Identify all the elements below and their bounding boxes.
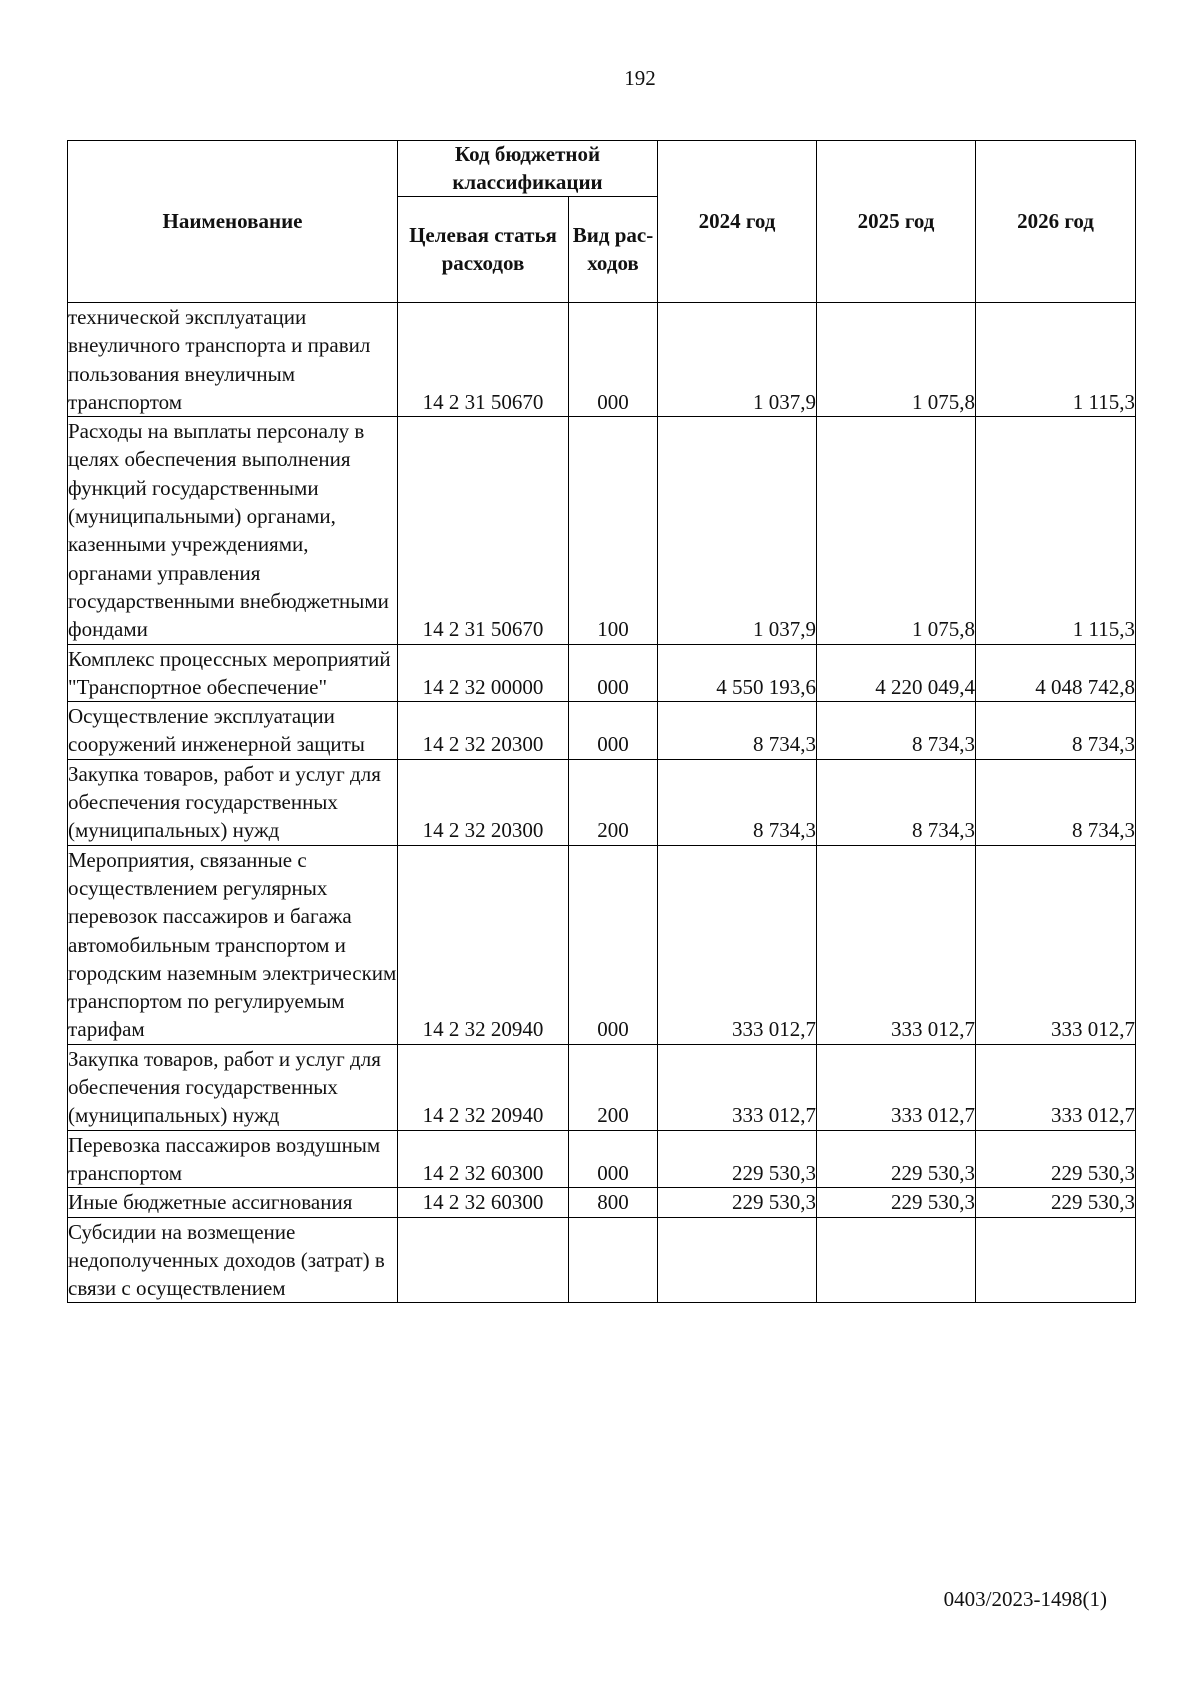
row-value-2025: 1 075,8 [817, 417, 976, 644]
table-row [68, 303, 1136, 417]
header-name: Наименование [68, 141, 398, 303]
header-target-article: Целевая статья расходов [398, 197, 569, 303]
budget-table [67, 140, 1136, 1303]
header-expense-kind: Вид рас-ходов [569, 197, 658, 303]
row-target-code: 14 2 31 50670 [398, 303, 569, 417]
row-value-2026: 1 115,3 [976, 417, 1136, 644]
document-id: 0403/2023-1498(1) [943, 1587, 1107, 1611]
row-name: Иные бюджетные ассигнования [68, 1188, 398, 1217]
row-value-2024: 1 037,9 [658, 303, 817, 417]
row-name: Закупка товаров, работ и услуг для обеспечения государственных (муниципальных) нужд [68, 1044, 398, 1130]
row-value-2024: 229 530,3 [658, 1130, 817, 1188]
row-value-2025: 229 530,3 [817, 1130, 976, 1188]
row-value-2026: 333 012,7 [976, 845, 1136, 1044]
table-row [68, 417, 1136, 644]
table-header [68, 141, 1136, 303]
table-body [68, 303, 1136, 1303]
row-value-2024: 333 012,7 [658, 1044, 817, 1130]
row-expense-kind: 000 [569, 1130, 658, 1188]
row-expense-kind: 800 [569, 1188, 658, 1217]
row-value-2026 [976, 1217, 1136, 1303]
header-year-2024: 2024 год [658, 141, 817, 303]
row-target-code: 14 2 32 60300 [398, 1188, 569, 1217]
row-value-2024: 8 734,3 [658, 759, 817, 845]
table-row [68, 702, 1136, 760]
table-row [68, 1188, 1136, 1217]
row-target-code: 14 2 31 50670 [398, 417, 569, 644]
row-name: Комплекс процессных мероприятий "Транспортное обеспечение" [68, 644, 398, 702]
table-row [68, 845, 1136, 1044]
row-value-2025: 4 220 049,4 [817, 644, 976, 702]
table-row [68, 1130, 1136, 1188]
header-year-2026: 2026 год [976, 141, 1136, 303]
table-row [68, 759, 1136, 845]
row-target-code: 14 2 32 00000 [398, 644, 569, 702]
table-row [68, 644, 1136, 702]
row-value-2025: 229 530,3 [817, 1188, 976, 1217]
row-expense-kind: 000 [569, 845, 658, 1044]
header-code-group: Код бюджетной классификации [398, 141, 658, 197]
page-number: 192 [624, 66, 656, 90]
row-value-2025 [817, 1217, 976, 1303]
row-target-code: 14 2 32 20300 [398, 759, 569, 845]
row-name: Перевозка пассажиров воздушным транспортом [68, 1130, 398, 1188]
row-expense-kind: 200 [569, 759, 658, 845]
row-expense-kind: 100 [569, 417, 658, 644]
row-value-2024 [658, 1217, 817, 1303]
row-value-2025: 8 734,3 [817, 759, 976, 845]
row-value-2026: 229 530,3 [976, 1130, 1136, 1188]
row-value-2024: 333 012,7 [658, 845, 817, 1044]
row-name: технической эксплуатации внеуличного транспорта и правил пользования внеуличным транспортом [68, 303, 398, 417]
row-value-2024: 229 530,3 [658, 1188, 817, 1217]
row-target-code: 14 2 32 20940 [398, 1044, 569, 1130]
row-name: Расходы на выплаты персоналу в целях обеспечения выполнения функций государственными (муниципальными) органами, казенными учреждениями, органами управления государственными внебюджетными фондами [68, 417, 398, 644]
row-expense-kind: 000 [569, 644, 658, 702]
row-value-2025: 1 075,8 [817, 303, 976, 417]
header-year-2025: 2025 год [817, 141, 976, 303]
row-expense-kind [569, 1217, 658, 1303]
row-expense-kind: 000 [569, 303, 658, 417]
row-value-2025: 333 012,7 [817, 1044, 976, 1130]
row-value-2024: 4 550 193,6 [658, 644, 817, 702]
row-expense-kind: 000 [569, 702, 658, 760]
row-value-2025: 8 734,3 [817, 702, 976, 760]
row-name: Мероприятия, связанные с осуществлением регулярных перевозок пассажиров и багажа автомобильным транспортом и городским наземным электрическим транспортом по регулируемым тарифам [68, 845, 398, 1044]
row-name: Субсидии на возмещение недополученных доходов (затрат) в связи с осуществлением [68, 1217, 398, 1303]
row-value-2025: 333 012,7 [817, 845, 976, 1044]
row-name: Закупка товаров, работ и услуг для обеспечения государственных (муниципальных) нужд [68, 759, 398, 845]
row-target-code: 14 2 32 20940 [398, 845, 569, 1044]
row-value-2026: 4 048 742,8 [976, 644, 1136, 702]
row-value-2026: 1 115,3 [976, 303, 1136, 417]
row-target-code: 14 2 32 20300 [398, 702, 569, 760]
row-expense-kind: 200 [569, 1044, 658, 1130]
row-value-2026: 229 530,3 [976, 1188, 1136, 1217]
row-value-2026: 8 734,3 [976, 759, 1136, 845]
row-name: Осуществление эксплуатации сооружений инженерной защиты [68, 702, 398, 760]
table-row [68, 1044, 1136, 1130]
row-value-2024: 8 734,3 [658, 702, 817, 760]
row-target-code [398, 1217, 569, 1303]
row-value-2024: 1 037,9 [658, 417, 817, 644]
row-target-code: 14 2 32 60300 [398, 1130, 569, 1188]
row-value-2026: 333 012,7 [976, 1044, 1136, 1130]
row-value-2026: 8 734,3 [976, 702, 1136, 760]
table-row [68, 1217, 1136, 1303]
